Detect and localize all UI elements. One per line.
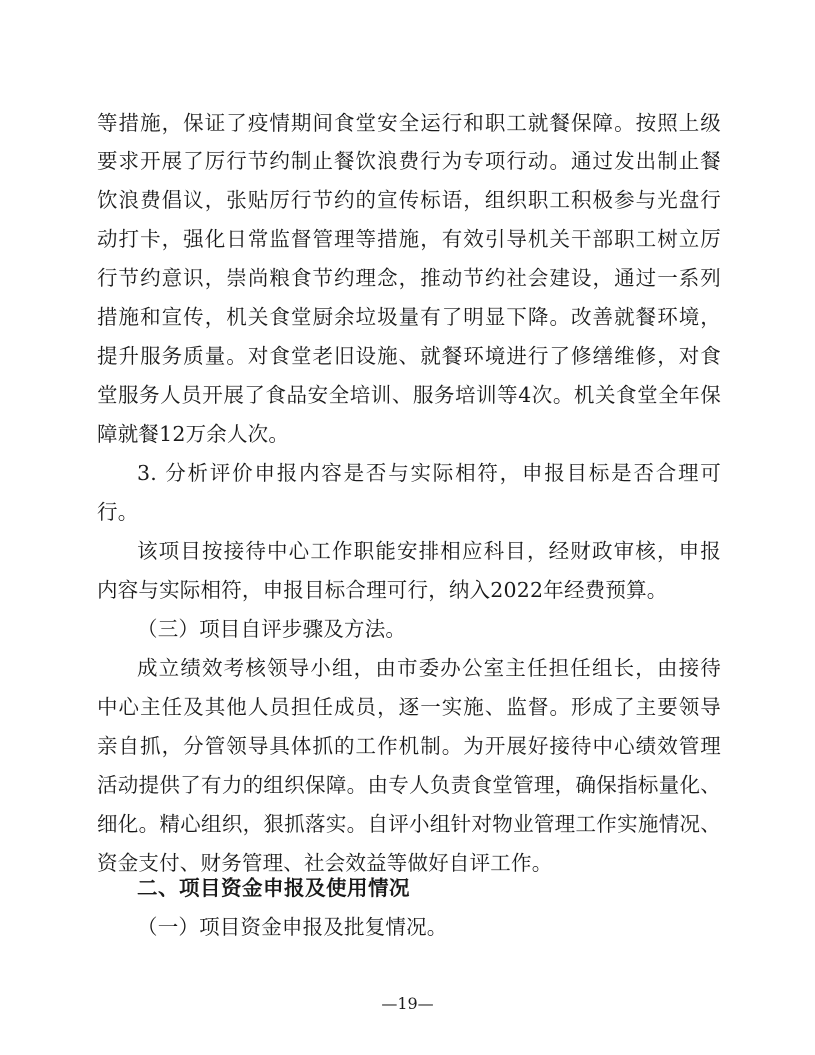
paragraph-1-line: 要求开展了厉行节约制止餐饮浪费行为专项行动。通过发出制止餐 xyxy=(97,149,721,173)
paragraph-1-line: 动打卡，强化日常监督管理等措施，有效引导机关干部职工树立厉 xyxy=(97,227,721,251)
paragraph-1-line: 障就餐12万余人次。 xyxy=(97,422,290,446)
paragraph-1-line: 堂服务人员开展了食品安全培训、服务培训等4次。机关食堂全年保 xyxy=(97,383,721,407)
paragraph-3-line: 中心主任及其他人员担任成员，逐一实施、监督。形成了主要领导 xyxy=(97,695,721,719)
paragraph-1-line: 措施和宣传，机关食堂厨余垃圾量有了明显下降。改善就餐环境， xyxy=(97,305,721,329)
item-3-line: 行。 xyxy=(97,500,139,524)
paragraph-3-line: 细化。精心组织，狠抓落实。自评小组针对物业管理工作实施情况、 xyxy=(97,812,721,836)
paragraph-2-line: 该项目按接待中心工作职能安排相应科目，经财政审核，申报 xyxy=(137,539,721,563)
paragraph-1-line: 提升服务质量。对食堂老旧设施、就餐环境进行了修缮维修，对食 xyxy=(97,344,721,368)
section-2-heading: 二、项目资金申报及使用情况 xyxy=(137,876,410,900)
paragraph-1-line: 饮浪费倡议，张贴厉行节约的宣传标语，组织职工积极参与光盘行 xyxy=(97,188,721,212)
paragraph-1-line: 行节约意识，崇尚粮食节约理念，推动节约社会建设，通过一系列 xyxy=(97,266,721,290)
paragraph-1-line: 等措施，保证了疫情期间食堂安全运行和职工就餐保障。按照上级 xyxy=(97,111,721,135)
item-3-line: 3. 分析评价申报内容是否与实际相符，申报目标是否合理可 xyxy=(137,461,721,485)
paragraph-3-line: 亲自抓，分管领导具体抓的工作机制。为开展好接待中心绩效管理 xyxy=(97,734,721,758)
paragraph-3-line: 活动提供了有力的组织保障。由专人负责食堂管理，确保指标量化、 xyxy=(97,773,721,797)
page-number: —19— xyxy=(381,994,434,1013)
paragraph-3-line: 资金支付、财务管理、社会效益等做好自评工作。 xyxy=(97,851,553,875)
subheading-fund-application: （一）项目资金申报及批复情况。 xyxy=(137,915,448,939)
paragraph-3-line: 成立绩效考核领导小组，由市委办公室主任担任组长，由接待 xyxy=(137,656,721,680)
paragraph-2-line: 内容与实际相符，申报目标合理可行，纳入2022年经费预算。 xyxy=(97,578,668,602)
subheading-steps-methods: （三）项目自评步骤及方法。 xyxy=(137,617,407,641)
